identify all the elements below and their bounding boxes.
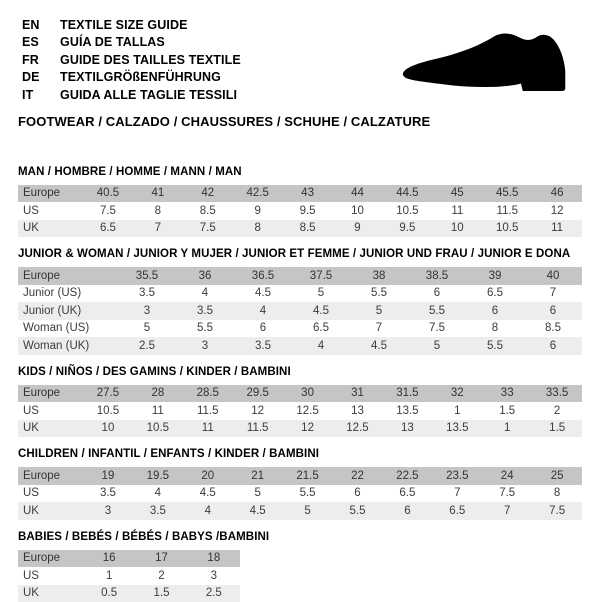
size-cell: 25 bbox=[532, 470, 582, 482]
size-table bbox=[18, 385, 582, 438]
size-cell: 9 bbox=[233, 205, 283, 217]
size-cell: 5 bbox=[233, 487, 283, 499]
size-cell: 7.5 bbox=[532, 505, 582, 517]
size-cell: 19.5 bbox=[133, 470, 183, 482]
size-cell: 7.5 bbox=[83, 205, 133, 217]
size-cell: 36.5 bbox=[234, 270, 292, 282]
size-cell: 11 bbox=[432, 205, 482, 217]
size-cell: 10 bbox=[333, 205, 383, 217]
row-label: UK bbox=[18, 587, 83, 599]
size-cell: 10.5 bbox=[83, 405, 133, 417]
table-row bbox=[18, 402, 582, 420]
size-cell: 10 bbox=[83, 422, 133, 434]
size-cell: 7.5 bbox=[183, 222, 233, 234]
table-row bbox=[18, 220, 582, 238]
size-cell: 9.5 bbox=[283, 205, 333, 217]
size-cell: 11 bbox=[183, 422, 233, 434]
row-label: Junior (US) bbox=[18, 287, 118, 299]
size-cell: 42 bbox=[183, 187, 233, 199]
size-cell: 12.5 bbox=[283, 405, 333, 417]
size-cell: 17 bbox=[135, 552, 187, 564]
table-row bbox=[18, 385, 582, 403]
size-cell: 37.5 bbox=[292, 270, 350, 282]
size-cell: 38 bbox=[350, 270, 408, 282]
table-row bbox=[18, 337, 582, 355]
language-code: IT bbox=[18, 88, 60, 102]
size-cell: 3.5 bbox=[118, 287, 176, 299]
section-title: CHILDREN / INFANTIL / ENFANTS / KINDER / BAMBINI bbox=[18, 448, 582, 460]
size-cell: 22.5 bbox=[382, 470, 432, 482]
category-heading: FOOTWEAR / CALZADO / CHAUSSURES / SCHUHE / CALZATURE bbox=[18, 114, 582, 129]
size-cell: 16 bbox=[83, 552, 135, 564]
size-cell: 10.5 bbox=[133, 422, 183, 434]
size-cell: 18 bbox=[188, 552, 240, 564]
row-label: Woman (US) bbox=[18, 322, 118, 334]
size-cell: 11 bbox=[133, 405, 183, 417]
section-title: BABIES / BEBÉS / BÉBÉS / BABYS /BAMBINI bbox=[18, 531, 582, 543]
table-row bbox=[18, 302, 582, 320]
size-cell: 4.5 bbox=[233, 505, 283, 517]
size-cell: 35.5 bbox=[118, 270, 176, 282]
size-cell: 32 bbox=[432, 387, 482, 399]
size-cell: 43 bbox=[283, 187, 333, 199]
size-cell: 44 bbox=[333, 187, 383, 199]
size-cell: 10.5 bbox=[382, 205, 432, 217]
size-cell: 12 bbox=[283, 422, 333, 434]
row-label: UK bbox=[18, 422, 83, 434]
size-cell: 2.5 bbox=[188, 587, 240, 599]
size-cell: 28 bbox=[133, 387, 183, 399]
language-label: GUIDE DES TAILLES TEXTILE bbox=[60, 53, 241, 67]
size-cell: 7 bbox=[133, 222, 183, 234]
size-cell: 4 bbox=[176, 287, 234, 299]
size-cell: 31 bbox=[333, 387, 383, 399]
table-row bbox=[18, 502, 582, 520]
size-cell: 3 bbox=[118, 305, 176, 317]
language-label: TEXTILGRÖßENFÜHRUNG bbox=[60, 70, 221, 84]
size-cell: 40.5 bbox=[83, 187, 133, 199]
size-cell: 7.5 bbox=[408, 322, 466, 334]
size-section bbox=[18, 248, 582, 355]
size-cell: 42.5 bbox=[233, 187, 283, 199]
row-label: US bbox=[18, 487, 83, 499]
shoe-icon bbox=[390, 24, 580, 109]
language-label: GUIDA ALLE TAGLIE TESSILI bbox=[60, 88, 237, 102]
row-label: Europe bbox=[18, 387, 83, 399]
size-section bbox=[18, 166, 582, 238]
size-cell: 4 bbox=[234, 305, 292, 317]
row-label: US bbox=[18, 405, 83, 417]
size-table bbox=[18, 185, 582, 238]
section-title: MAN / HOMBRE / HOMME / MANN / MAN bbox=[18, 166, 582, 178]
table-row bbox=[18, 267, 582, 285]
size-cell: 28.5 bbox=[183, 387, 233, 399]
size-cell: 13.5 bbox=[382, 405, 432, 417]
sections bbox=[18, 166, 582, 602]
row-label: Europe bbox=[18, 470, 83, 482]
size-cell: 8 bbox=[133, 205, 183, 217]
table-row bbox=[18, 185, 582, 203]
size-cell: 4.5 bbox=[183, 487, 233, 499]
size-cell: 45.5 bbox=[482, 187, 532, 199]
size-cell: 44.5 bbox=[382, 187, 432, 199]
size-cell: 40 bbox=[524, 270, 582, 282]
size-cell: 1 bbox=[83, 570, 135, 582]
table-row bbox=[18, 585, 240, 602]
size-cell: 10 bbox=[432, 222, 482, 234]
row-label: Europe bbox=[18, 187, 83, 199]
size-cell: 4.5 bbox=[292, 305, 350, 317]
size-cell: 6 bbox=[333, 487, 383, 499]
size-cell: 6.5 bbox=[382, 487, 432, 499]
size-cell: 21.5 bbox=[283, 470, 333, 482]
size-cell: 39 bbox=[466, 270, 524, 282]
size-cell: 45 bbox=[432, 187, 482, 199]
size-cell: 6 bbox=[382, 505, 432, 517]
size-cell: 2.5 bbox=[118, 340, 176, 352]
language-code: FR bbox=[18, 53, 60, 67]
size-cell: 4.5 bbox=[350, 340, 408, 352]
size-cell: 5 bbox=[283, 505, 333, 517]
size-cell: 4 bbox=[133, 487, 183, 499]
size-cell: 33 bbox=[482, 387, 532, 399]
size-cell: 13 bbox=[382, 422, 432, 434]
size-cell: 24 bbox=[482, 470, 532, 482]
size-cell: 5.5 bbox=[408, 305, 466, 317]
size-cell: 3 bbox=[176, 340, 234, 352]
size-cell: 4 bbox=[183, 505, 233, 517]
table-row bbox=[18, 320, 582, 338]
section-title: KIDS / NIÑOS / DES GAMINS / KINDER / BAMBINI bbox=[18, 366, 582, 378]
size-cell: 27.5 bbox=[83, 387, 133, 399]
row-label: UK bbox=[18, 222, 83, 234]
size-cell: 12.5 bbox=[333, 422, 383, 434]
size-cell: 5 bbox=[292, 287, 350, 299]
size-cell: 6.5 bbox=[432, 505, 482, 517]
size-cell: 1 bbox=[482, 422, 532, 434]
size-cell: 10.5 bbox=[482, 222, 532, 234]
size-cell: 11.5 bbox=[482, 205, 532, 217]
size-cell: 3 bbox=[83, 505, 133, 517]
size-cell: 11.5 bbox=[233, 422, 283, 434]
size-cell: 5.5 bbox=[333, 505, 383, 517]
size-cell: 1 bbox=[432, 405, 482, 417]
language-code: ES bbox=[18, 35, 60, 49]
size-cell: 13 bbox=[333, 405, 383, 417]
language-label: GUÍA DE TALLAS bbox=[60, 35, 165, 49]
size-cell: 6 bbox=[408, 287, 466, 299]
row-label: Europe bbox=[18, 270, 118, 282]
size-cell: 1.5 bbox=[135, 587, 187, 599]
size-cell: 0.5 bbox=[83, 587, 135, 599]
size-cell: 6.5 bbox=[83, 222, 133, 234]
size-cell: 6 bbox=[466, 305, 524, 317]
size-cell: 9 bbox=[333, 222, 383, 234]
table-row bbox=[18, 550, 240, 568]
size-cell: 5.5 bbox=[283, 487, 333, 499]
row-label: UK bbox=[18, 505, 83, 517]
size-cell: 46 bbox=[532, 187, 582, 199]
table-row bbox=[18, 285, 582, 303]
size-cell: 3.5 bbox=[83, 487, 133, 499]
size-cell: 8 bbox=[466, 322, 524, 334]
size-cell: 3.5 bbox=[133, 505, 183, 517]
size-cell: 4.5 bbox=[234, 287, 292, 299]
size-cell: 4 bbox=[292, 340, 350, 352]
row-label: US bbox=[18, 205, 83, 217]
row-label: Junior (UK) bbox=[18, 305, 118, 317]
size-cell: 3.5 bbox=[234, 340, 292, 352]
size-cell: 3 bbox=[188, 570, 240, 582]
size-cell: 41 bbox=[133, 187, 183, 199]
table-row bbox=[18, 567, 240, 585]
language-code: EN bbox=[18, 18, 60, 32]
size-cell: 5.5 bbox=[350, 287, 408, 299]
size-section bbox=[18, 448, 582, 520]
size-cell: 38.5 bbox=[408, 270, 466, 282]
size-cell: 20 bbox=[183, 470, 233, 482]
size-cell: 22 bbox=[333, 470, 383, 482]
size-table bbox=[18, 267, 582, 355]
size-cell: 7 bbox=[482, 505, 532, 517]
size-cell: 11.5 bbox=[183, 405, 233, 417]
table-row bbox=[18, 202, 582, 220]
size-cell: 12 bbox=[532, 205, 582, 217]
size-cell: 7 bbox=[432, 487, 482, 499]
size-cell: 8 bbox=[233, 222, 283, 234]
size-cell: 23.5 bbox=[432, 470, 482, 482]
size-cell: 1.5 bbox=[532, 422, 582, 434]
size-cell: 21 bbox=[233, 470, 283, 482]
size-cell: 6 bbox=[234, 322, 292, 334]
size-cell: 8.5 bbox=[183, 205, 233, 217]
size-cell: 7 bbox=[350, 322, 408, 334]
section-title: JUNIOR & WOMAN / JUNIOR Y MUJER / JUNIOR ET FEMME / JUNIOR UND FRAU / JUNIOR E DONA bbox=[18, 248, 582, 260]
size-cell: 29.5 bbox=[233, 387, 283, 399]
table-row bbox=[18, 420, 582, 438]
size-cell: 6 bbox=[524, 305, 582, 317]
size-cell: 13.5 bbox=[432, 422, 482, 434]
size-cell: 6.5 bbox=[466, 287, 524, 299]
size-cell: 19 bbox=[83, 470, 133, 482]
size-cell: 6 bbox=[524, 340, 582, 352]
size-cell: 12 bbox=[233, 405, 283, 417]
size-cell: 11 bbox=[532, 222, 582, 234]
size-cell: 8.5 bbox=[524, 322, 582, 334]
language-code: DE bbox=[18, 70, 60, 84]
size-cell: 5.5 bbox=[176, 322, 234, 334]
size-cell: 5.5 bbox=[466, 340, 524, 352]
size-cell: 2 bbox=[135, 570, 187, 582]
size-cell: 5 bbox=[118, 322, 176, 334]
size-cell: 31.5 bbox=[382, 387, 432, 399]
size-cell: 1.5 bbox=[482, 405, 532, 417]
size-table bbox=[18, 550, 240, 602]
size-section bbox=[18, 366, 582, 438]
size-cell: 8 bbox=[532, 487, 582, 499]
size-cell: 2 bbox=[532, 405, 582, 417]
size-cell: 30 bbox=[283, 387, 333, 399]
size-cell: 8.5 bbox=[283, 222, 333, 234]
size-cell: 7 bbox=[524, 287, 582, 299]
size-cell: 5 bbox=[408, 340, 466, 352]
size-cell: 5 bbox=[350, 305, 408, 317]
language-label: TEXTILE SIZE GUIDE bbox=[60, 18, 188, 32]
row-label: Europe bbox=[18, 552, 83, 564]
size-cell: 9.5 bbox=[382, 222, 432, 234]
size-cell: 3.5 bbox=[176, 305, 234, 317]
size-table bbox=[18, 467, 582, 520]
size-cell: 36 bbox=[176, 270, 234, 282]
row-label: Woman (UK) bbox=[18, 340, 118, 352]
size-cell: 7.5 bbox=[482, 487, 532, 499]
size-cell: 33.5 bbox=[532, 387, 582, 399]
table-row bbox=[18, 467, 582, 485]
table-row bbox=[18, 485, 582, 503]
size-section bbox=[18, 531, 582, 602]
size-cell: 6.5 bbox=[292, 322, 350, 334]
row-label: US bbox=[18, 570, 83, 582]
